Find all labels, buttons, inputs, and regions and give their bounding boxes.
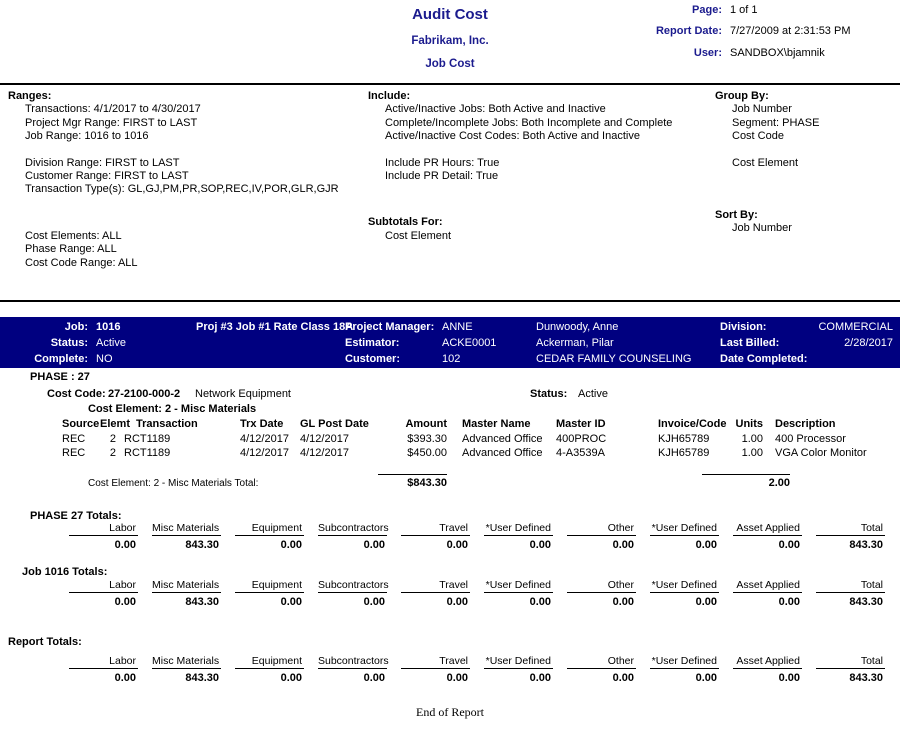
totals-col-label: *User Defined xyxy=(651,579,717,591)
totals-col-label: Labor xyxy=(69,579,138,593)
parameters-divider-line xyxy=(0,300,900,302)
ranges-heading: Ranges: xyxy=(8,90,52,102)
page-value: 1 of 1 xyxy=(730,4,758,16)
col-amount: Amount xyxy=(405,418,447,430)
end-of-report-text: End of Report xyxy=(416,705,484,719)
range-cost-code: Cost Code Range: ALL xyxy=(25,256,138,269)
company-name: Fabrikam, Inc. xyxy=(411,35,489,47)
totals-col-label: *User Defined xyxy=(485,655,551,667)
totals-value: 0.00 xyxy=(529,596,551,608)
totals-col-label: Asset Applied xyxy=(733,655,802,669)
phase-totals-table xyxy=(55,522,885,551)
cell-master-name: Advanced Office xyxy=(462,447,543,459)
totals-value: 0.00 xyxy=(280,539,302,551)
include-section xyxy=(368,90,672,243)
cell-amount: $450.00 xyxy=(407,447,447,459)
totals-value: 843.30 xyxy=(849,672,883,684)
totals-col-label: Equipment xyxy=(235,579,304,593)
cost-element-total-label: Cost Element: 2 - Misc Materials Total: xyxy=(88,478,259,489)
totals-col-label: Other xyxy=(567,655,636,669)
cell-source: REC xyxy=(62,447,86,459)
estimator-id: ACKE0001 xyxy=(442,337,497,349)
customer-label: Customer: xyxy=(345,353,401,365)
totals-value: 0.00 xyxy=(529,672,551,684)
totals-value: 0.00 xyxy=(612,672,634,684)
totals-col-label: Travel xyxy=(401,579,470,593)
report-date-value: 7/27/2009 at 2:31:53 PM xyxy=(730,25,851,37)
report-title: Audit Cost xyxy=(412,6,488,23)
groupby-cost-element: Cost Element xyxy=(732,156,799,169)
totals-col-label: Total xyxy=(816,522,885,536)
totals-value: 0.00 xyxy=(695,596,717,608)
totals-col-label: Equipment xyxy=(235,655,304,669)
totals-col-label: Total xyxy=(816,579,885,593)
totals-col-label: Other xyxy=(567,522,636,536)
sortby-value: Job Number xyxy=(732,222,792,235)
col-gl-post-date: GL Post Date xyxy=(300,418,369,430)
cost-code-label: Cost Code: xyxy=(47,388,106,400)
col-master-id: Master ID xyxy=(556,418,606,430)
project-manager-name: Dunwoody, Anne xyxy=(536,321,619,333)
cost-code-status-label: Status: xyxy=(530,388,568,400)
col-master-name: Master Name xyxy=(462,418,531,430)
last-billed-label: Last Billed: xyxy=(720,337,780,349)
totals-col-label: *User Defined xyxy=(651,522,717,534)
transaction-header-row xyxy=(0,418,900,431)
col-transaction: Transaction xyxy=(136,418,198,430)
totals-value: 0.00 xyxy=(280,596,302,608)
status-label: Status: xyxy=(50,337,88,349)
cell-gl-post-date: 4/12/2017 xyxy=(300,447,349,459)
cost-element-total-amount: $843.30 xyxy=(378,474,447,489)
totals-value: 0.00 xyxy=(280,672,302,684)
totals-col-label: Misc Materials xyxy=(152,522,220,534)
totals-value: 0.00 xyxy=(363,596,385,608)
ranges-section xyxy=(8,90,339,270)
totals-col-label: Misc Materials xyxy=(152,655,220,667)
totals-col-label: *User Defined xyxy=(485,579,551,591)
job-name: Proj #3 Job #1 Rate Class 18A xyxy=(196,321,354,333)
cell-transaction: RCT1189 xyxy=(124,433,171,445)
header-divider-line xyxy=(0,83,900,85)
date-completed-label: Date Completed: xyxy=(720,353,808,365)
cell-elemt: 2 xyxy=(109,447,116,459)
cell-master-id: 4-A3539A xyxy=(556,447,605,459)
totals-value: 843.30 xyxy=(185,672,219,684)
cell-invoice-code: KJH65789 xyxy=(658,447,710,459)
totals-value: 0.00 xyxy=(114,596,136,608)
subtotals-value: Cost Element xyxy=(385,229,452,242)
cell-invoice-code: KJH65789 xyxy=(658,433,710,445)
totals-value: 843.30 xyxy=(185,596,219,608)
cell-trx-date: 4/12/2017 xyxy=(240,447,289,459)
include-active-jobs: Active/Inactive Jobs: Both Active and Inactive xyxy=(385,103,606,116)
totals-value: 0.00 xyxy=(363,672,385,684)
totals-col-label: Subcontractors xyxy=(318,522,389,534)
cost-code-description: Network Equipment xyxy=(195,388,291,400)
cell-transaction: RCT1189 xyxy=(124,447,171,459)
division-value: COMMERCIAL xyxy=(818,321,893,333)
phase-heading: PHASE : 27 xyxy=(30,371,90,383)
last-billed-value: 2/28/2017 xyxy=(844,337,893,349)
totals-col-label: *User Defined xyxy=(485,522,551,534)
range-cost-elements: Cost Elements: ALL xyxy=(25,229,122,242)
totals-value: 0.00 xyxy=(778,596,800,608)
estimator-name: Ackerman, Pilar xyxy=(536,337,614,349)
user-value: SANDBOX\bjamnik xyxy=(730,47,825,59)
groupby-section xyxy=(715,90,819,236)
transaction-row xyxy=(0,433,900,446)
totals-value: 0.00 xyxy=(612,596,634,608)
totals-col-label: Asset Applied xyxy=(733,522,802,536)
user-row xyxy=(560,47,895,61)
totals-value: 0.00 xyxy=(695,672,717,684)
totals-col-label: Subcontractors xyxy=(318,655,389,667)
col-elemt: Elemt xyxy=(100,418,130,430)
cost-code-value: 27-2100-000-2 xyxy=(108,388,181,400)
phase-totals-heading: PHASE 27 Totals: xyxy=(30,510,122,522)
include-cost-codes: Active/Inactive Cost Codes: Both Active and Inactive xyxy=(385,130,640,143)
transaction-row xyxy=(0,447,900,460)
cell-units: 1.00 xyxy=(741,433,763,445)
include-heading: Include: xyxy=(368,90,411,102)
totals-col-label: Labor xyxy=(69,522,138,536)
page-label: Page: xyxy=(692,4,722,16)
totals-col-label: Subcontractors xyxy=(318,579,389,591)
cost-code-status-value: Active xyxy=(578,388,608,400)
project-manager-id: ANNE xyxy=(442,321,473,333)
totals-value: 0.00 xyxy=(778,539,800,551)
totals-col-label: Total xyxy=(816,655,885,669)
totals-value: 0.00 xyxy=(114,672,136,684)
include-pr-hours: Include PR Hours: True xyxy=(385,156,500,169)
range-transaction-types: Transaction Type(s): GL,GJ,PM,PR,SOP,REC,IV,POR,GLR,GJR xyxy=(25,183,339,196)
report-totals-heading: Report Totals: xyxy=(8,636,82,648)
cell-elemt: 2 xyxy=(109,433,116,445)
estimator-label: Estimator: xyxy=(345,337,400,349)
col-trx-date: Trx Date xyxy=(240,418,284,430)
report-totals-table xyxy=(55,655,885,684)
report-date-label: Report Date: xyxy=(655,25,722,37)
range-division: Division Range: FIRST to LAST xyxy=(25,156,180,169)
totals-col-label: Travel xyxy=(401,655,470,669)
include-pr-detail: Include PR Detail: True xyxy=(385,170,499,183)
cell-source: REC xyxy=(62,433,86,445)
report-date-row xyxy=(560,25,895,39)
subtotals-heading: Subtotals For: xyxy=(368,216,443,229)
totals-col-label: Misc Materials xyxy=(152,579,220,591)
col-description: Description xyxy=(775,418,836,430)
totals-col-label: Labor xyxy=(69,655,138,669)
complete-label: Complete: xyxy=(34,353,88,365)
status-value: Active xyxy=(96,337,126,349)
job-totals-table xyxy=(55,579,885,608)
range-job: Job Range: 1016 to 1016 xyxy=(25,130,149,143)
totals-value: 0.00 xyxy=(446,539,468,551)
totals-value: 0.00 xyxy=(529,539,551,551)
range-customer: Customer Range: FIRST to LAST xyxy=(25,170,189,183)
totals-col-label: Equipment xyxy=(235,522,304,536)
customer-name: CEDAR FAMILY COUNSELING xyxy=(536,353,692,365)
cell-master-id: 400PROC xyxy=(556,433,607,445)
totals-value: 843.30 xyxy=(849,539,883,551)
cell-gl-post-date: 4/12/2017 xyxy=(300,433,349,445)
groupby-heading: Group By: xyxy=(715,90,769,102)
sortby-heading: Sort By: xyxy=(715,209,758,222)
customer-id: 102 xyxy=(442,353,461,365)
complete-value: NO xyxy=(96,353,113,365)
totals-col-label: Other xyxy=(567,579,636,593)
range-phase: Phase Range: ALL xyxy=(25,243,117,256)
groupby-job-number: Job Number xyxy=(732,103,792,116)
report-subtitle: Job Cost xyxy=(425,58,475,70)
groupby-cost-code: Cost Code xyxy=(732,130,784,143)
totals-value: 843.30 xyxy=(849,596,883,608)
totals-value: 0.00 xyxy=(446,672,468,684)
totals-value: 0.00 xyxy=(695,539,717,551)
col-source: Source xyxy=(62,418,100,430)
include-complete-jobs: Complete/Incomplete Jobs: Both Incomplete and Complete xyxy=(385,116,673,129)
groupby-segment: Segment: PHASE xyxy=(732,116,820,129)
job-header-band xyxy=(0,317,900,368)
page-meta-row xyxy=(560,4,895,18)
job-totals-heading: Job 1016 Totals: xyxy=(22,566,108,578)
job-number: 1016 xyxy=(96,321,121,333)
cost-element-total-row xyxy=(0,474,900,487)
cell-description: 400 Processor xyxy=(775,433,846,445)
totals-value: 0.00 xyxy=(612,539,634,551)
totals-value: 0.00 xyxy=(114,539,136,551)
totals-value: 0.00 xyxy=(363,539,385,551)
user-label: User: xyxy=(693,47,722,59)
cell-master-name: Advanced Office xyxy=(462,433,543,445)
totals-col-label: Asset Applied xyxy=(733,579,802,593)
job-label: Job: xyxy=(64,321,88,333)
totals-col-label: *User Defined xyxy=(651,655,717,667)
project-manager-label: Project Manager: xyxy=(345,321,435,333)
totals-value: 843.30 xyxy=(185,539,219,551)
cost-element-total-units: 2.00 xyxy=(702,474,790,489)
division-label: Division: xyxy=(720,321,767,333)
totals-col-label: Travel xyxy=(401,522,470,536)
totals-value: 0.00 xyxy=(446,596,468,608)
range-project-mgr: Project Mgr Range: FIRST to LAST xyxy=(25,116,198,129)
cell-trx-date: 4/12/2017 xyxy=(240,433,289,445)
col-invoice-code: Invoice/Code xyxy=(658,418,727,430)
col-units: Units xyxy=(735,418,763,430)
cell-description: VGA Color Monitor xyxy=(775,447,867,459)
cost-code-row xyxy=(0,388,900,401)
cell-units: 1.00 xyxy=(741,447,763,459)
cost-element-heading: Cost Element: 2 - Misc Materials xyxy=(88,403,257,415)
range-transactions: Transactions: 4/1/2017 to 4/30/2017 xyxy=(25,103,201,116)
cell-amount: $393.30 xyxy=(407,433,447,445)
totals-value: 0.00 xyxy=(778,672,800,684)
